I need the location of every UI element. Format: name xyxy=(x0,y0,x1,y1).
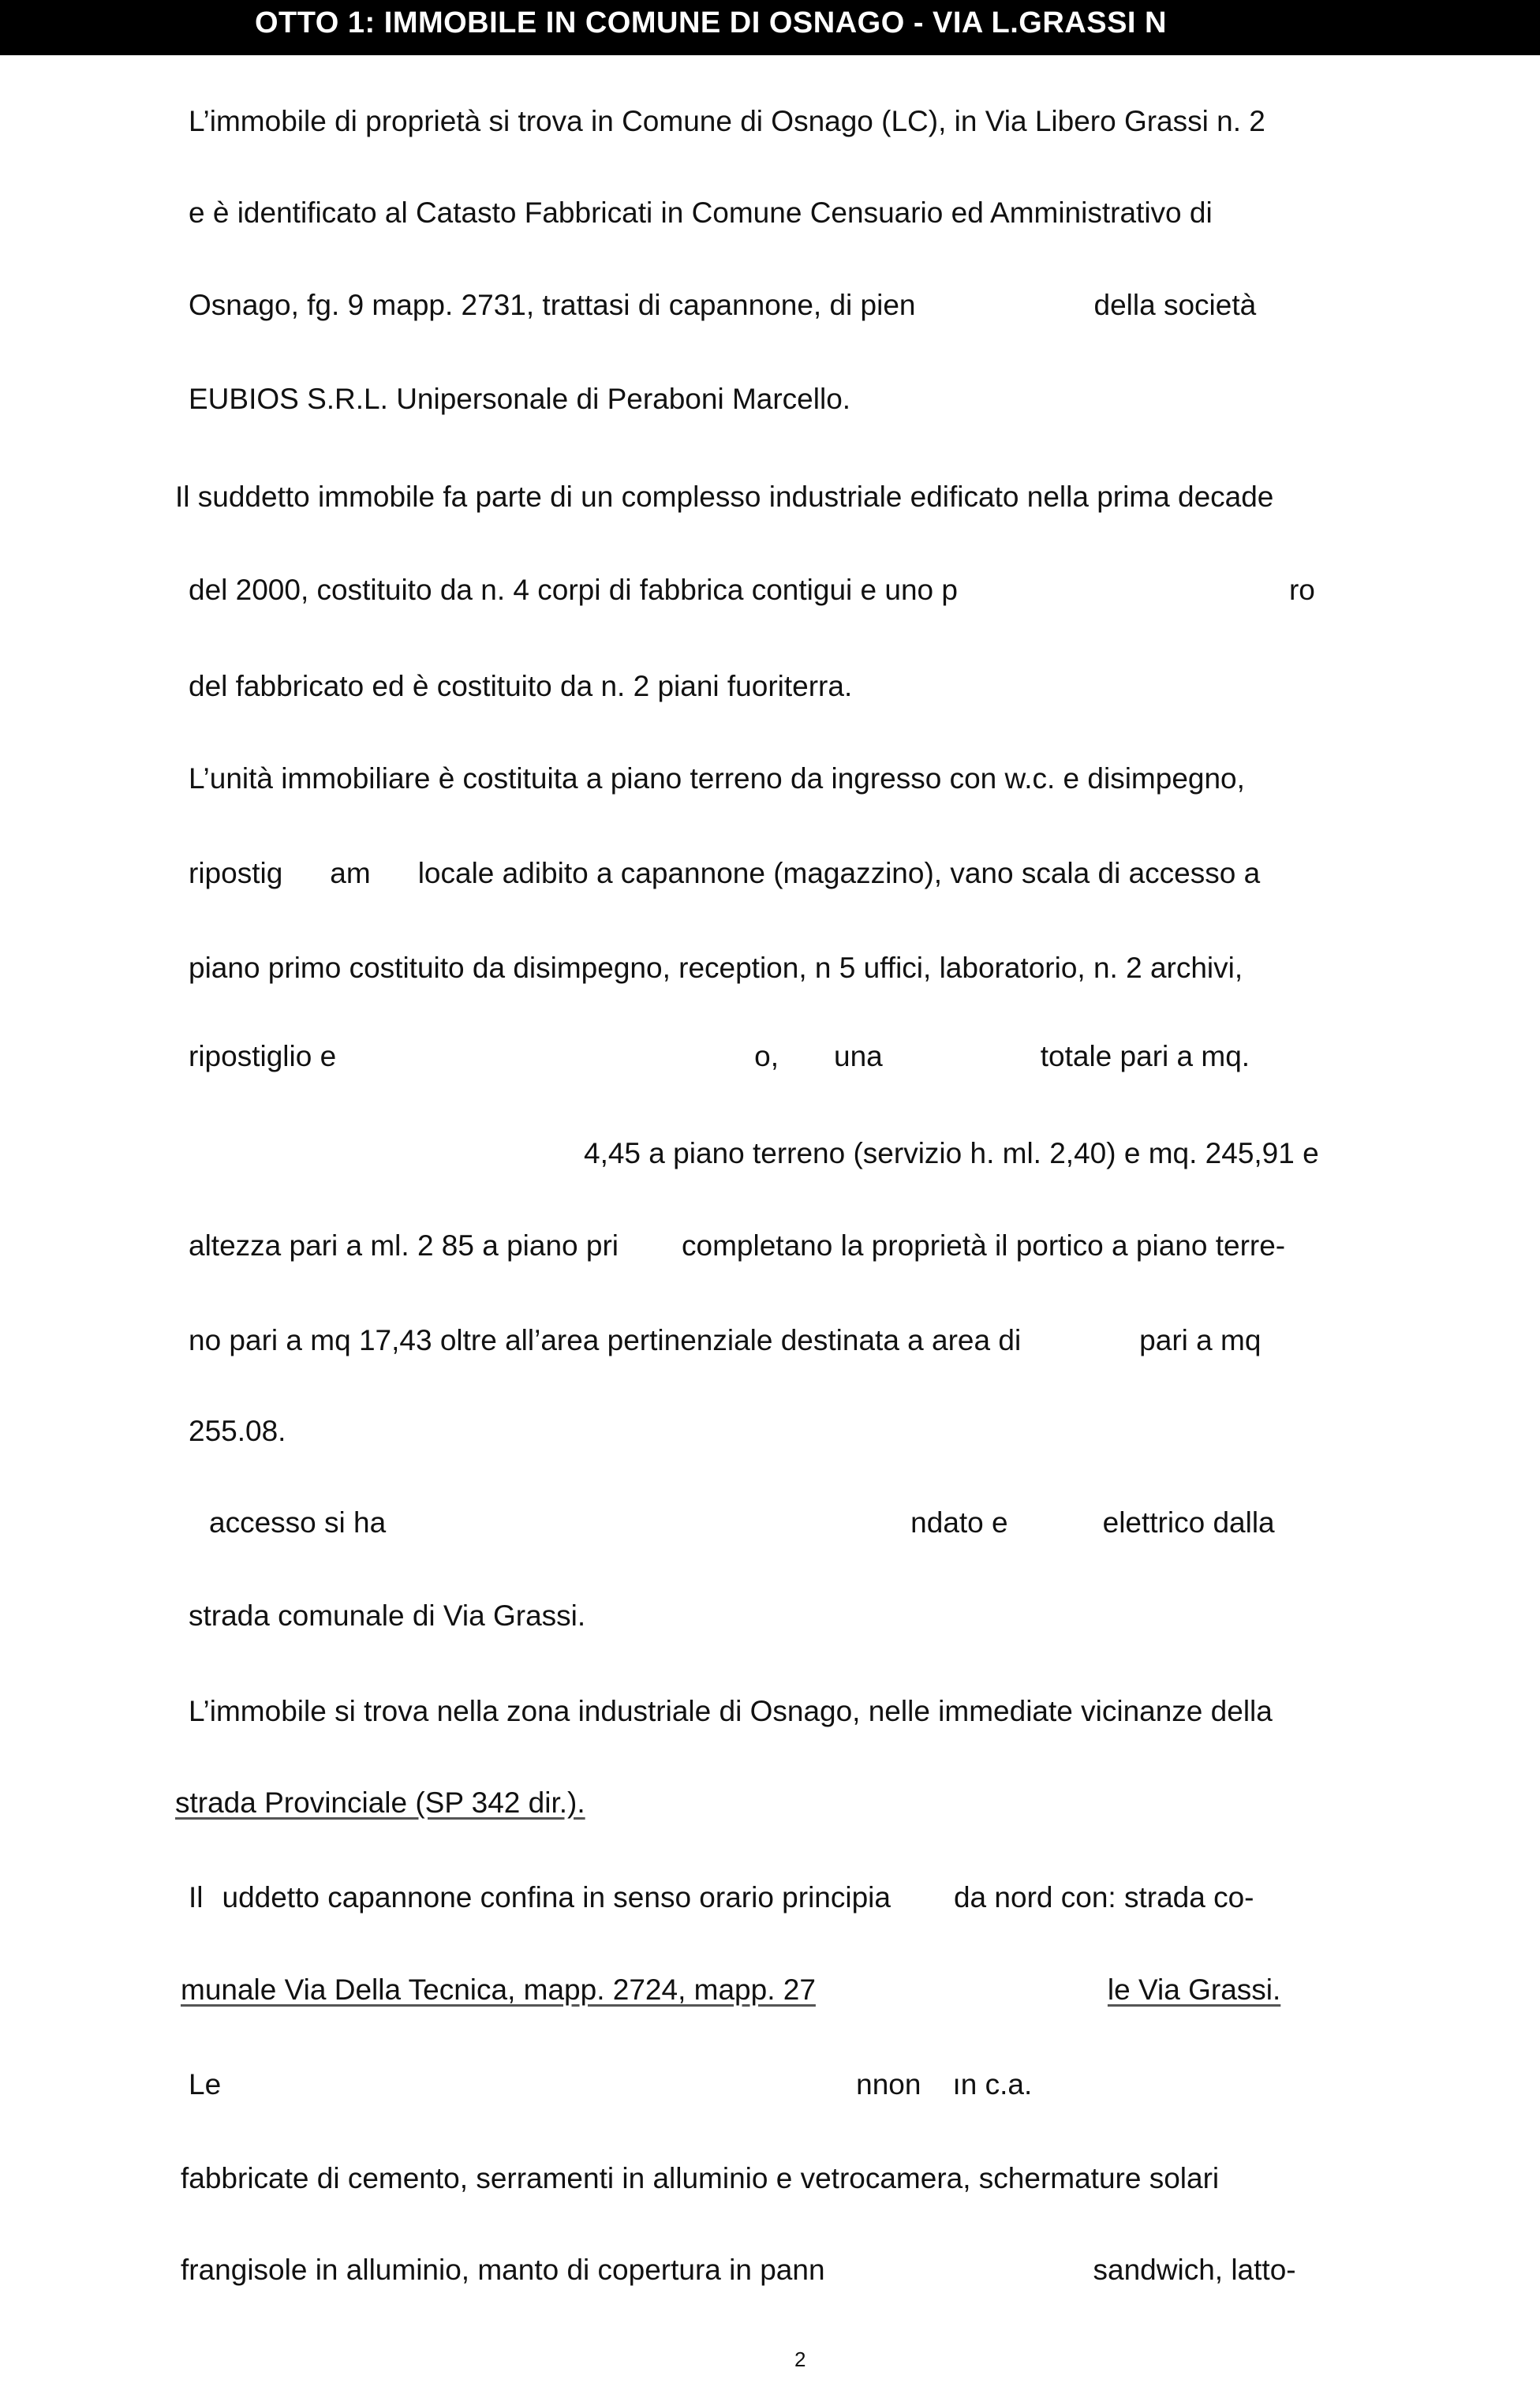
p3-line1: L’unità immobiliare è costituita a piano terreno da ingresso con w.c. e disimpegno, xyxy=(189,762,1245,795)
p7-line2: fabbricate di cemento, serramenti in alluminio e vetrocamera, schermature solari xyxy=(181,2162,1220,2194)
p5-line1: L’immobile si trova nella zona industriale di Osnago, nelle immediate vicinanze della xyxy=(189,1695,1273,1727)
p2-line3: del fabbricato ed è costituito da n. 2 piani fuoriterra. xyxy=(189,670,853,702)
p4-line2: strada comunale di Via Grassi. xyxy=(189,1599,586,1632)
p2-line1: Il suddetto immobile fa parte di un complesso industriale edificato nella prima decade xyxy=(175,481,1274,513)
p3-line7: no pari a mq 17,43 oltre all’area pertinenziale destinata a area di pari a mq xyxy=(189,1324,1262,1356)
p1-line1: L’immobile di proprietà si trova in Comune di Osnago (LC), in Via Libero Grassi n. 2 xyxy=(189,105,1265,137)
p3-line5: 4,45 a piano terreno (servizio h. ml. 2,40) e mq. 245,91 e xyxy=(584,1137,1319,1169)
p5-line2: strada Provinciale (SP 342 dir.). xyxy=(175,1786,585,1819)
p3-line6: altezza pari a ml. 2 85 a piano pri completano la proprietà il portico a piano terre- xyxy=(189,1229,1286,1262)
p1-line3: Osnago, fg. 9 mapp. 2731, trattasi di capannone, di pien della società xyxy=(189,289,1257,321)
p6-line2: munale Via Della Tecnica, mapp. 2724, mapp. 27 le Via Grassi. xyxy=(181,1973,1281,2006)
header-bar xyxy=(0,0,1540,55)
p6-line1: Il uddetto capannone confina in senso orario principia da nord con: strada co- xyxy=(189,1881,1254,1914)
p4-line1: accesso si ha ndato e elettrico dalla xyxy=(209,1506,1275,1539)
p1-line2: e è identificato al Catasto Fabbricati in Comune Censuario ed Amministrativo di xyxy=(189,196,1213,229)
p3-line2: ripostig am locale adibito a capannone (magazzino), vano scala di accesso a xyxy=(189,857,1261,889)
p7-line3: frangisole in alluminio, manto di copertura in pann sandwich, latto- xyxy=(181,2254,1296,2286)
p7-line1: Le nnon ın c.a. xyxy=(189,2068,1033,2101)
p3-line3: piano primo costituito da disimpegno, reception, n 5 uffici, laboratorio, n. 2 archivi, xyxy=(189,952,1243,984)
p1-line4: EUBIOS S.R.L. Unipersonale di Peraboni Marcello. xyxy=(189,383,851,415)
p3-line8: 255.08. xyxy=(189,1415,286,1447)
p3-line4: ripostiglio e o, una totale pari a mq. xyxy=(189,1040,1250,1072)
page-title: OTTO 1: IMMOBILE IN COMUNE DI OSNAGO - VIA L.GRASSI N xyxy=(255,6,1167,39)
p2-line2: del 2000, costituito da n. 4 corpi di fabbrica contigui e uno p ro xyxy=(189,574,1315,606)
page-number: 2 xyxy=(794,2347,806,2371)
